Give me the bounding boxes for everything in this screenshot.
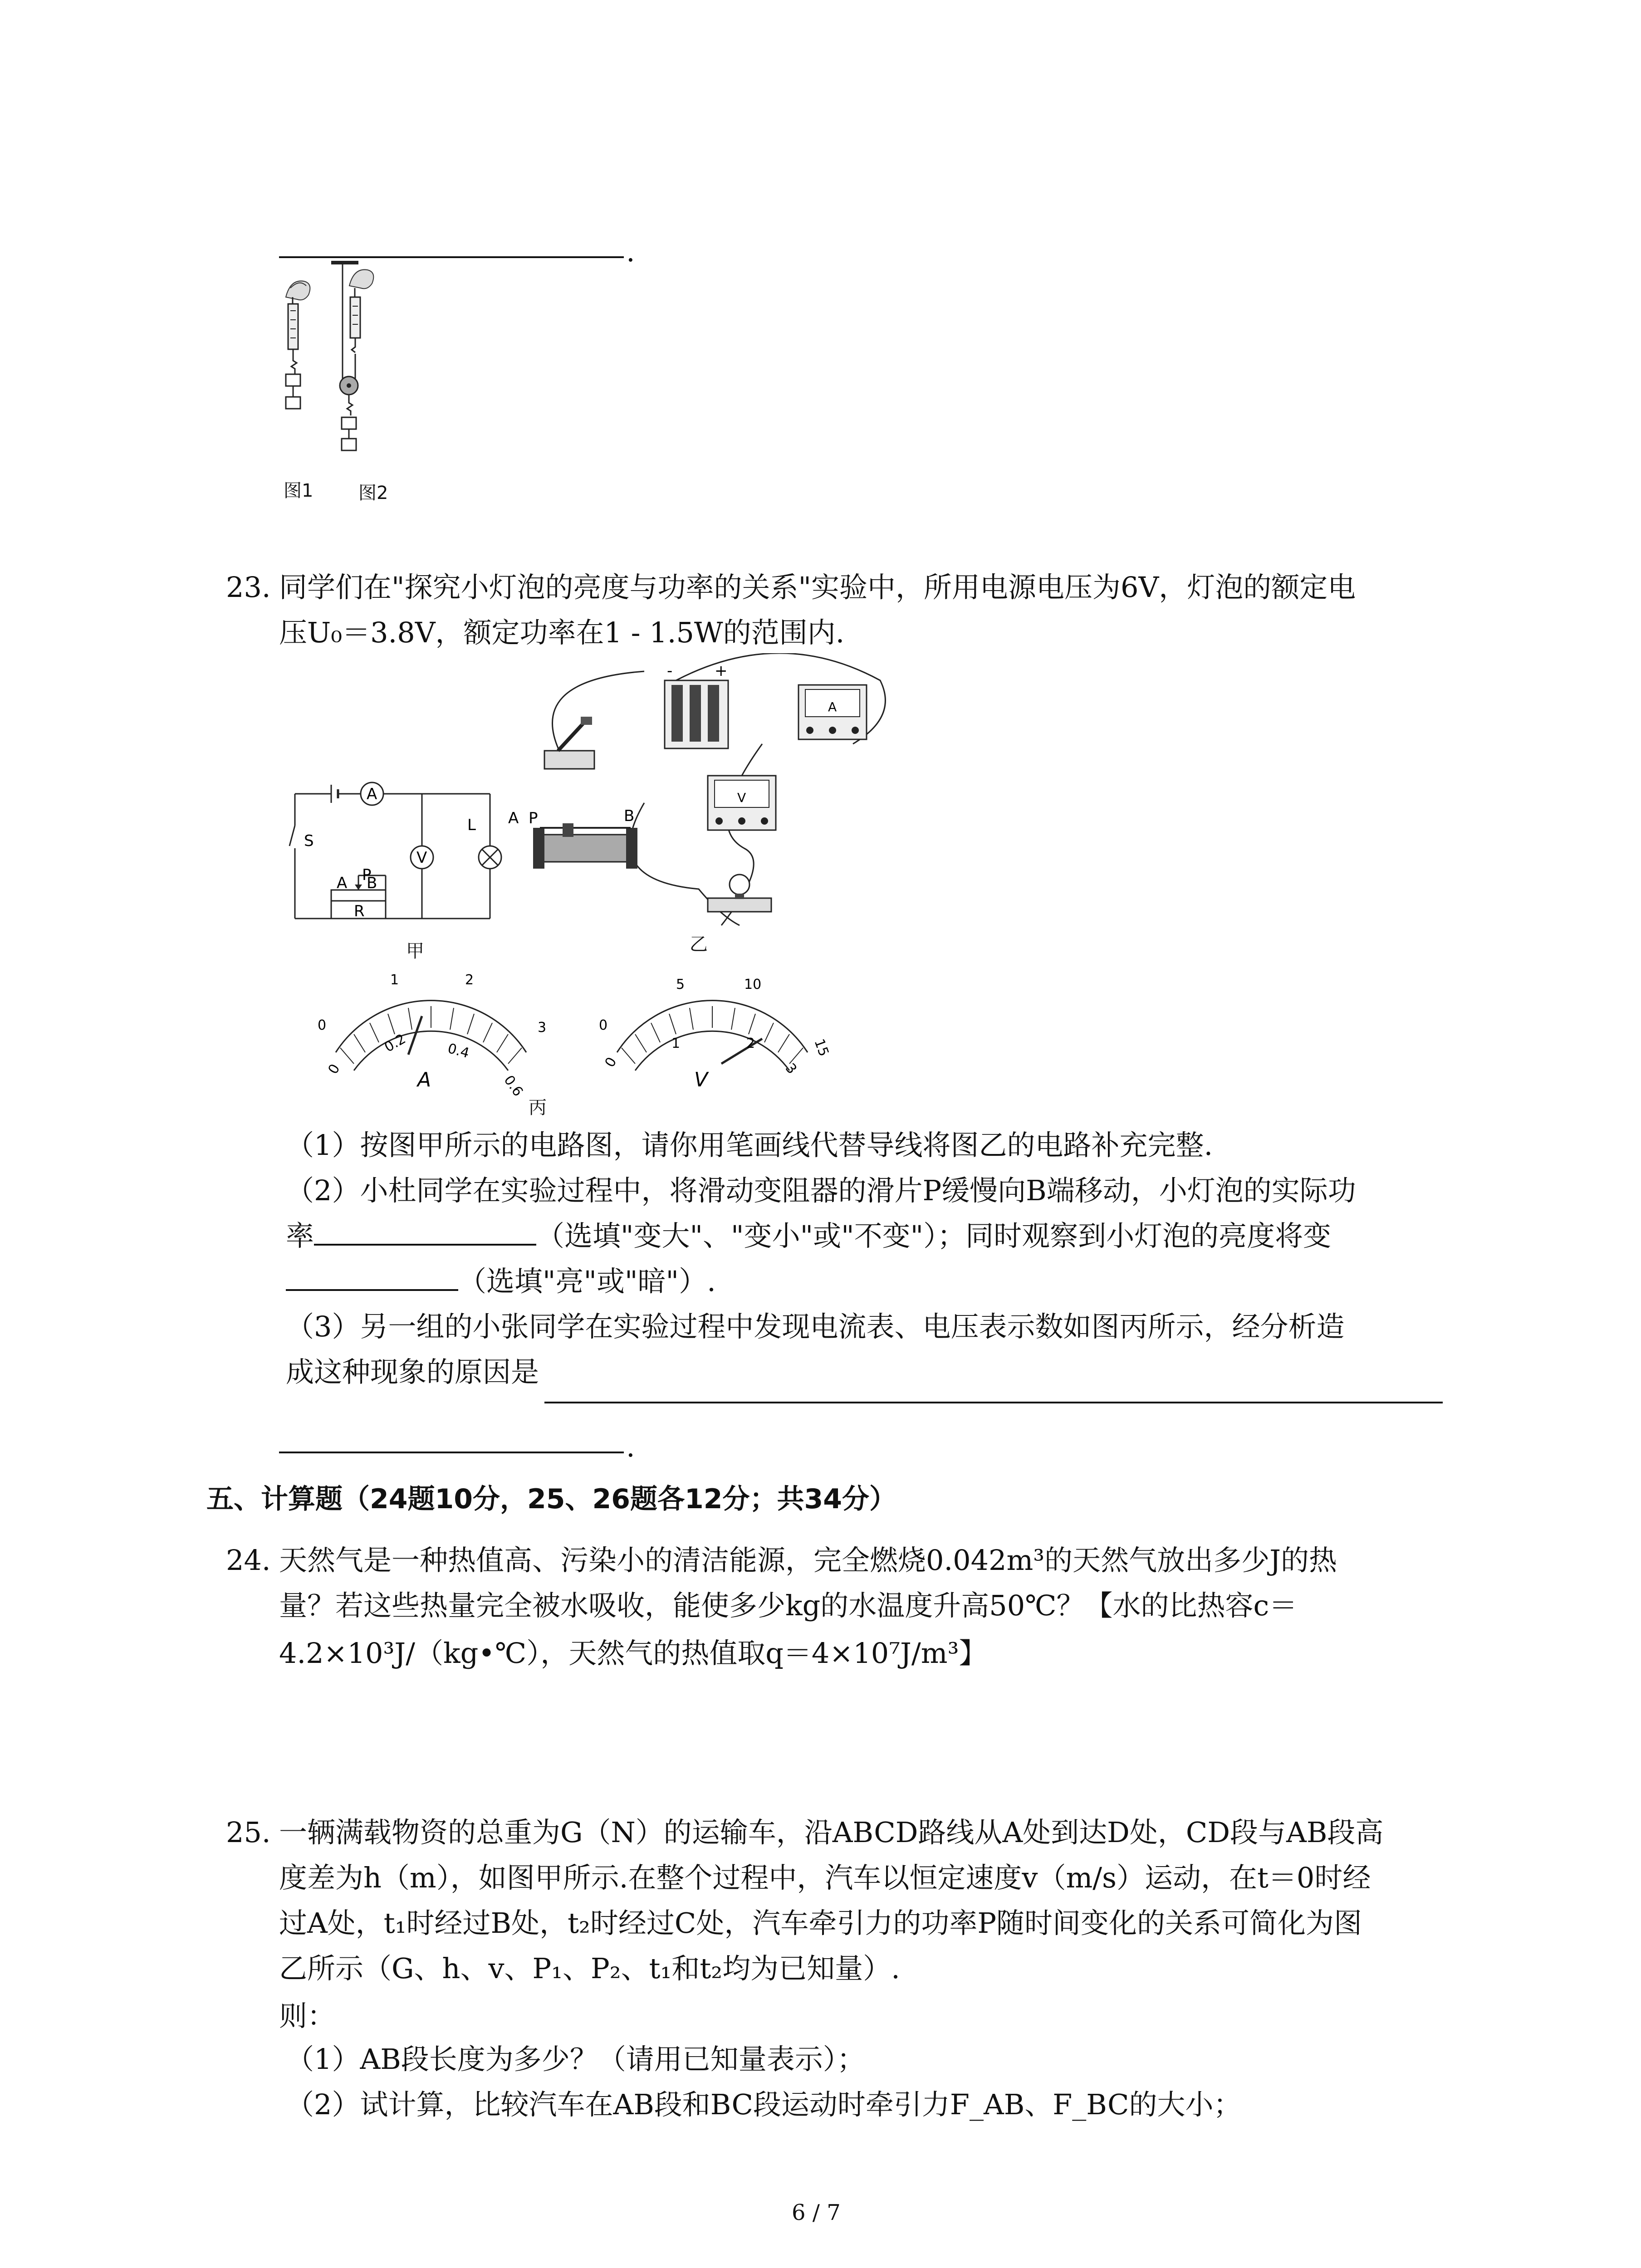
sub-question-2-cont2: （选填"亮"或"暗"）. bbox=[286, 1259, 716, 1304]
hand-icon bbox=[286, 281, 310, 300]
svg-text:3: 3 bbox=[782, 1060, 800, 1077]
ammeter-icon bbox=[798, 685, 867, 739]
question-text: 4.2×10³J/（kg•℃），天然气的热值取q＝4×10⁷J/m³】 bbox=[279, 1637, 987, 1670]
svg-text:A: A bbox=[417, 1068, 431, 1091]
sub-question-3: （3）另一组的小张同学在实验过程中发现电流表、电压表示数如图丙所示，经分析造 bbox=[286, 1310, 1345, 1343]
svg-text:0.2: 0.2 bbox=[382, 1031, 409, 1056]
svg-text:V: V bbox=[737, 790, 746, 805]
svg-text:A: A bbox=[508, 809, 519, 827]
svg-text:10: 10 bbox=[744, 977, 762, 992]
svg-text:+: + bbox=[715, 662, 728, 680]
ammeter-top-3: 3 bbox=[538, 1020, 547, 1036]
svg-text:0: 0 bbox=[602, 1054, 620, 1070]
svg-text:S: S bbox=[304, 832, 314, 850]
question-number: 24. bbox=[226, 1544, 271, 1577]
ammeter-symbol-label: A bbox=[367, 785, 377, 803]
section-title: 五、计算题（24题10分，25、26题各12分；共34分） bbox=[206, 1483, 896, 1515]
sub-question-2-cont: 率 （选填"变大"、"变小"或"不变"）；同时观察到小灯泡的亮度将变 bbox=[286, 1213, 1331, 1259]
rheostat-icon bbox=[508, 807, 637, 869]
question-number: 25. bbox=[226, 1816, 271, 1849]
sub-question-2: （2）小杜同学在实验过程中，将滑动变阻器的滑片P缓慢向B端移动，小灯泡的实际功 bbox=[286, 1174, 1356, 1207]
answer-blank-reason[interactable] bbox=[544, 1402, 1443, 1403]
question-text: 度差为h（m），如图甲所示.在整个过程中，汽车以恒定速度v（m/s）运动，在t＝0时经 bbox=[279, 1861, 1371, 1894]
svg-text:2: 2 bbox=[746, 1036, 755, 1051]
answer-blank[interactable] bbox=[279, 256, 624, 258]
figure-label-bing: 丙 bbox=[529, 1097, 547, 1118]
ammeter-top-2: 2 bbox=[465, 972, 474, 988]
answer-blank-reason-2[interactable] bbox=[279, 1452, 624, 1453]
svg-text:15: 15 bbox=[811, 1036, 832, 1059]
svg-text:B: B bbox=[624, 807, 635, 825]
svg-text:L: L bbox=[467, 816, 476, 834]
svg-text:0: 0 bbox=[599, 1017, 608, 1033]
question-number: 23. bbox=[226, 571, 271, 604]
svg-text:A: A bbox=[828, 699, 837, 714]
svg-text:P: P bbox=[529, 809, 538, 827]
question-text: 同学们在"探究小灯泡的亮度与功率的关系"实验中，所用电源电压为6V，灯泡的额定电 bbox=[279, 571, 1356, 604]
figure-label-1: 图1 bbox=[284, 480, 314, 501]
circuit-diagram bbox=[286, 771, 513, 953]
ammeter-top-1: 1 bbox=[390, 972, 399, 988]
question-text: 过A处，t₁时经过B处，t₂时经过C处，汽车牵引力的功率P随时间变化的关系可简化为图 bbox=[279, 1906, 1362, 1940]
page-number: 6 / 7 bbox=[792, 2200, 841, 2225]
question-text: 一辆满载物资的总重为G（N）的运输车，沿ABCD路线从A处到达D处，CD段与AB段高 bbox=[279, 1816, 1384, 1849]
ammeter-top-0: 0 bbox=[318, 1017, 327, 1033]
wiring-diagram bbox=[508, 653, 916, 943]
svg-text:0.6: 0.6 bbox=[500, 1072, 526, 1100]
svg-text:P: P bbox=[362, 866, 372, 884]
sentence-end-dot: . bbox=[626, 235, 635, 268]
voltmeter-icon bbox=[708, 776, 776, 830]
question-text: 压U₀＝3.8V，额定功率在1 - 1.5W的范围内. bbox=[279, 616, 845, 649]
svg-text:0: 0 bbox=[325, 1061, 343, 1077]
figure-label-yi: 乙 bbox=[690, 934, 708, 955]
sub-question-1: （1）AB段长度为多少？（请用已知量表示）； bbox=[286, 2043, 865, 2076]
question-text: 乙所示（G、h、v、P₁、P₂、t₁和t₂均为已知量）. bbox=[279, 1952, 900, 1985]
voltmeter-dial bbox=[599, 977, 832, 1091]
sentence-end-dot: . bbox=[626, 1430, 635, 1463]
sub-question-1: （1）按图甲所示的电路图，请你用笔画线代替导线将图乙的电路补充完整. bbox=[286, 1129, 1213, 1162]
lamp-icon bbox=[708, 875, 771, 912]
svg-text:B: B bbox=[367, 874, 377, 892]
answer-blank-brightness[interactable] bbox=[286, 1262, 458, 1291]
svg-text:5: 5 bbox=[676, 977, 685, 992]
svg-text:V: V bbox=[416, 849, 427, 867]
sub-question-2: （2）试计算，比较汽车在AB段和BC段运动时牵引力F_AB、F_BC的大小； bbox=[286, 2088, 1242, 2121]
svg-text:V: V bbox=[694, 1068, 708, 1091]
svg-text:R: R bbox=[354, 902, 365, 920]
figure-label-2: 图2 bbox=[358, 483, 388, 503]
battery-icon bbox=[665, 662, 728, 748]
answer-blank-power[interactable] bbox=[314, 1217, 536, 1246]
svg-text:A: A bbox=[337, 874, 348, 892]
meter-readings-figure bbox=[309, 966, 835, 1116]
question-text: 则： bbox=[279, 1999, 336, 2033]
svg-text:-: - bbox=[667, 662, 673, 680]
sub-question-3-cont: 成这种现象的原因是 bbox=[286, 1355, 539, 1388]
figure-label-jia: 甲 bbox=[406, 941, 424, 962]
ammeter-dial bbox=[318, 972, 546, 1100]
question-text: 量？若这些热量完全被水吸收，能使多少kg的水温度升高50℃？【水的比热容c＝ bbox=[279, 1589, 1298, 1622]
svg-text:1: 1 bbox=[671, 1036, 681, 1051]
svg-text:0.4: 0.4 bbox=[446, 1040, 471, 1062]
question-text: 天然气是一种热值高、污染小的清洁能源，完全燃烧0.042m³的天然气放出多少J的热 bbox=[279, 1544, 1337, 1577]
